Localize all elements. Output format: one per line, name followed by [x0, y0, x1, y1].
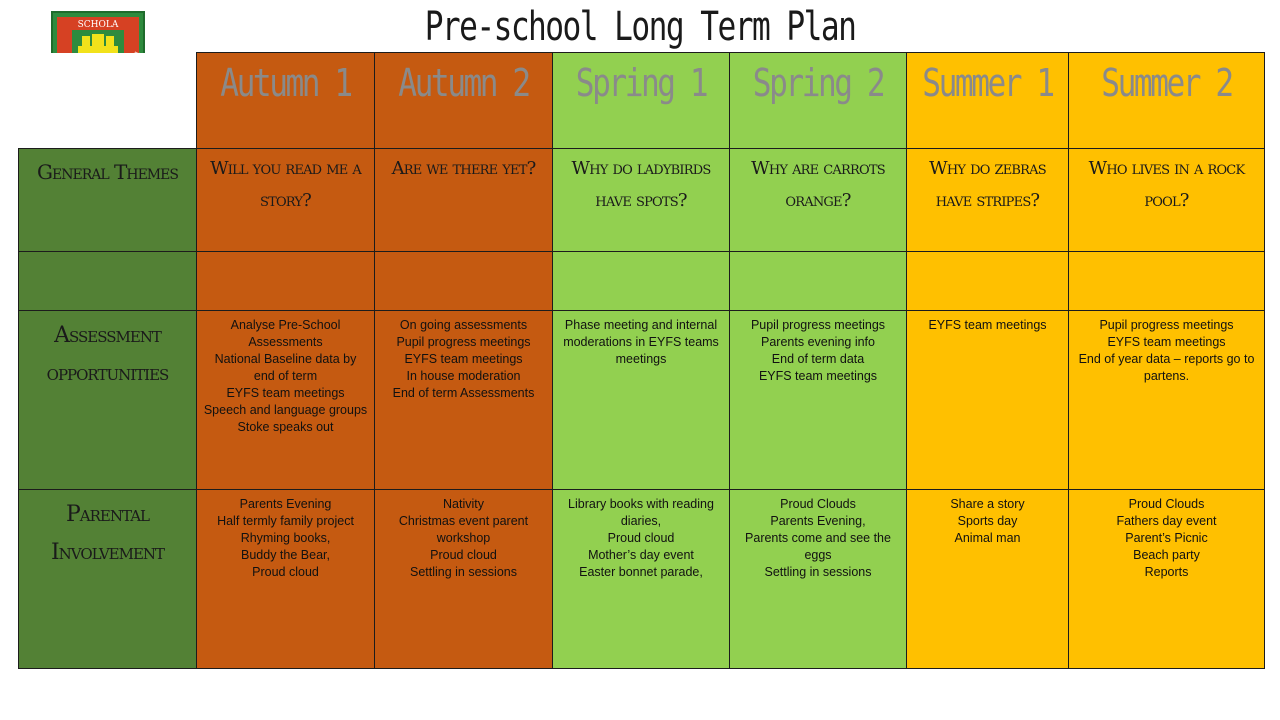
- theme-cell: [197, 149, 375, 252]
- cell-line: Proud cloud: [430, 548, 497, 562]
- assessment-cell: [553, 311, 730, 490]
- page-title: Pre-school Long Term Plan: [424, 4, 856, 50]
- logo-text-top: SCHOLA: [77, 20, 119, 30]
- cell-line: Reports: [1144, 565, 1189, 579]
- cell-lines: [1069, 311, 1264, 385]
- cell-line: Pupil progress meetings: [750, 318, 886, 332]
- theme-cell: [375, 149, 553, 252]
- cell-line: Share a story: [950, 497, 1025, 511]
- assessment-row: [19, 311, 1265, 490]
- term-header-spring-1: [553, 53, 730, 149]
- cell-lines: [197, 311, 374, 436]
- cell-line: Parents come and see the eggs: [745, 531, 891, 562]
- cell-lines: [553, 490, 729, 581]
- cell-line: Buddy the Bear,: [241, 548, 330, 562]
- parental-cell: [730, 490, 907, 669]
- term-header-label: Spring 1: [575, 61, 707, 105]
- term-header-summer-2: [1069, 53, 1265, 149]
- term-header-label: Autumn 1: [220, 61, 351, 105]
- cell-lines: [553, 311, 729, 368]
- assessment-cell: [907, 311, 1069, 490]
- cell-line: End of year data – reports go to partens.: [1078, 352, 1255, 383]
- empty-cell: [1069, 252, 1265, 311]
- cell-line: National Baseline data by end of term: [214, 352, 357, 383]
- cell-line: Parent’s Picnic: [1125, 531, 1208, 545]
- row-header-label: Parental Involvement: [50, 502, 165, 565]
- long-term-plan-table: [18, 52, 1265, 669]
- cell-lines: [1069, 490, 1264, 581]
- empty-cell: [375, 252, 553, 311]
- cell-line: Parents Evening,: [770, 514, 866, 528]
- cell-line: Speech and language groups: [203, 403, 368, 417]
- corner-cell: [19, 53, 197, 149]
- cell-line: On going assessments: [399, 318, 528, 332]
- term-header-autumn-1: [197, 53, 375, 149]
- cell-line: Nativity: [443, 497, 484, 511]
- parental-cell: [197, 490, 375, 669]
- parental-cell: [1069, 490, 1265, 669]
- assessment-cell: [730, 311, 907, 490]
- cell-line: Parents Evening: [239, 497, 332, 511]
- term-header-label: Summer 2: [1101, 61, 1232, 105]
- parental-cell: [907, 490, 1069, 669]
- term-header-summer-1: [907, 53, 1069, 149]
- empty-cell: [197, 252, 375, 311]
- cell-line: Settling in sessions: [409, 565, 517, 579]
- cell-line: Stoke speaks out: [237, 420, 334, 434]
- cell-lines: [197, 490, 374, 581]
- cell-line: Easter bonnet parade,: [579, 565, 703, 579]
- cell-line: Pupil progress meetings: [1099, 318, 1234, 332]
- theme-cell: [730, 149, 907, 252]
- row-header-parental: [19, 490, 197, 669]
- cell-line: Pupil progress meetings: [396, 335, 531, 349]
- cell-line: EYFS team meetings: [758, 369, 878, 383]
- row-header-label: General Themes: [37, 160, 178, 184]
- general-themes-row: [19, 149, 1265, 252]
- cell-line: Animal man: [954, 531, 1021, 545]
- empty-row: [19, 252, 1265, 311]
- theme-text: Why do zebras have stripes?: [929, 158, 1046, 211]
- parental-cell: [553, 490, 730, 669]
- cell-line: Fathers day event: [1116, 514, 1217, 528]
- cell-line: In house moderation: [406, 369, 521, 383]
- empty-cell: [730, 252, 907, 311]
- empty-cell: [553, 252, 730, 311]
- cell-lines: [907, 311, 1068, 334]
- theme-text: Why are carrots orange?: [751, 158, 885, 211]
- term-header-autumn-2: [375, 53, 553, 149]
- cell-line: Sports day: [957, 514, 1018, 528]
- term-header-spring-2: [730, 53, 907, 149]
- cell-line: Library books with reading diaries,: [568, 497, 714, 528]
- theme-text: Are we there yet?: [391, 158, 536, 179]
- assessment-cell: [1069, 311, 1265, 490]
- parental-cell: [375, 490, 553, 669]
- cell-line: Beach party: [1133, 548, 1200, 562]
- row-header-assessment: [19, 311, 197, 490]
- row-header-label: Assessment opportunities: [46, 323, 169, 386]
- row-header-general-themes: [19, 149, 197, 252]
- cell-lines: [375, 311, 552, 402]
- cell-line: Half termly family project: [217, 514, 354, 528]
- theme-text: Will you read me a story?: [210, 158, 361, 211]
- cell-line: Proud Clouds: [1128, 497, 1205, 511]
- term-header-label: Summer 1: [922, 61, 1053, 105]
- cell-line: Parents evening info: [761, 335, 875, 349]
- cell-lines: [375, 490, 552, 581]
- theme-cell: [1069, 149, 1265, 252]
- cell-line: Analyse Pre-School Assessments: [230, 318, 341, 349]
- cell-line: Christmas event parent workshop: [398, 514, 529, 545]
- term-header-label: Spring 2: [752, 61, 884, 105]
- theme-cell: [553, 149, 730, 252]
- empty-cell: [907, 252, 1069, 311]
- cell-line: Phase meeting and internal moderations in EYFS teams meetings: [563, 318, 719, 366]
- cell-line: Mother’s day event: [588, 548, 694, 562]
- theme-text: Why do ladybirds have spots?: [571, 158, 711, 211]
- cell-line: Proud Clouds: [780, 497, 856, 511]
- cell-lines: [730, 490, 906, 581]
- cell-line: Proud cloud: [252, 565, 319, 579]
- cell-line: EYFS team meetings: [404, 352, 523, 366]
- row-header-empty: [19, 252, 197, 311]
- cell-line: Proud cloud: [607, 531, 675, 545]
- cell-lines: [730, 311, 906, 385]
- theme-cell: [907, 149, 1069, 252]
- cell-line: End of term Assessments: [392, 386, 535, 400]
- assessment-cell: [375, 311, 553, 490]
- cell-line: Settling in sessions: [764, 565, 872, 579]
- cell-line: EYFS team meetings: [928, 318, 1047, 332]
- cell-line: Rhyming books,: [240, 531, 331, 545]
- assessment-cell: [197, 311, 375, 490]
- term-header-label: Autumn 2: [398, 61, 529, 105]
- cell-line: EYFS team meetings: [1107, 335, 1226, 349]
- cell-line: EYFS team meetings: [226, 386, 345, 400]
- theme-text: Who lives in a rock pool?: [1088, 158, 1245, 211]
- cell-line: End of term data: [771, 352, 865, 366]
- term-header-row: [19, 53, 1265, 149]
- parental-row: [19, 490, 1265, 669]
- cell-lines: [907, 490, 1068, 547]
